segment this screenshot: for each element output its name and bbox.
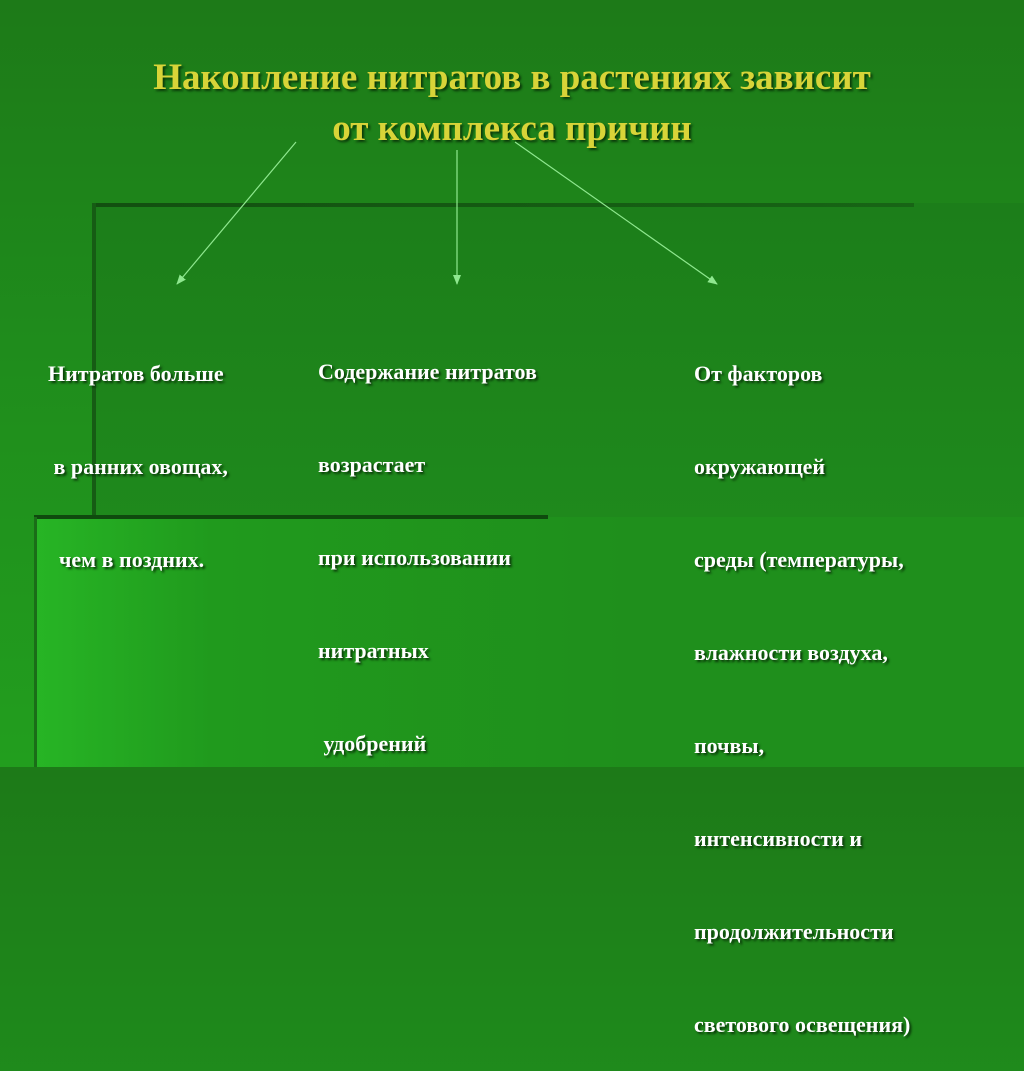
cause-2-line: нитратных [318, 638, 429, 663]
cause-2-line: удобрений [318, 731, 427, 756]
slide-title-line-1: Накопление нитратов в растениях зависит [153, 57, 871, 98]
cause-environmental-factors [694, 296, 910, 1071]
cause-2-line: при использовании [318, 545, 511, 570]
cause-nitrate-fertilizers [318, 294, 537, 790]
cause-1-line: Нитратов больше [48, 361, 224, 386]
cause-3-line: интенсивности и [694, 826, 863, 851]
cause-3-line: влажности воздуха, [694, 640, 888, 665]
arrow-to-cause-3 [515, 142, 717, 284]
arrow-to-cause-1 [177, 142, 296, 284]
cause-3-line: продолжительности [694, 919, 894, 944]
cause-3-line: окружающей [694, 454, 826, 479]
cause-1-line: в ранних овощах, [48, 454, 228, 479]
cause-3-line: светового освещения) [694, 1012, 911, 1037]
cause-1-line: чем в поздних. [48, 547, 205, 572]
cause-3-line: От факторов [694, 361, 823, 386]
cause-2-line: возрастает [318, 452, 426, 477]
cause-3-line: почвы, [694, 733, 765, 758]
slide-title-line-2: от комплекса причин [332, 108, 692, 149]
cause-3-line: среды (температуры, [694, 547, 904, 572]
cause-early-vegetables [48, 296, 228, 606]
cause-2-line: Содержание нитратов [318, 359, 537, 384]
